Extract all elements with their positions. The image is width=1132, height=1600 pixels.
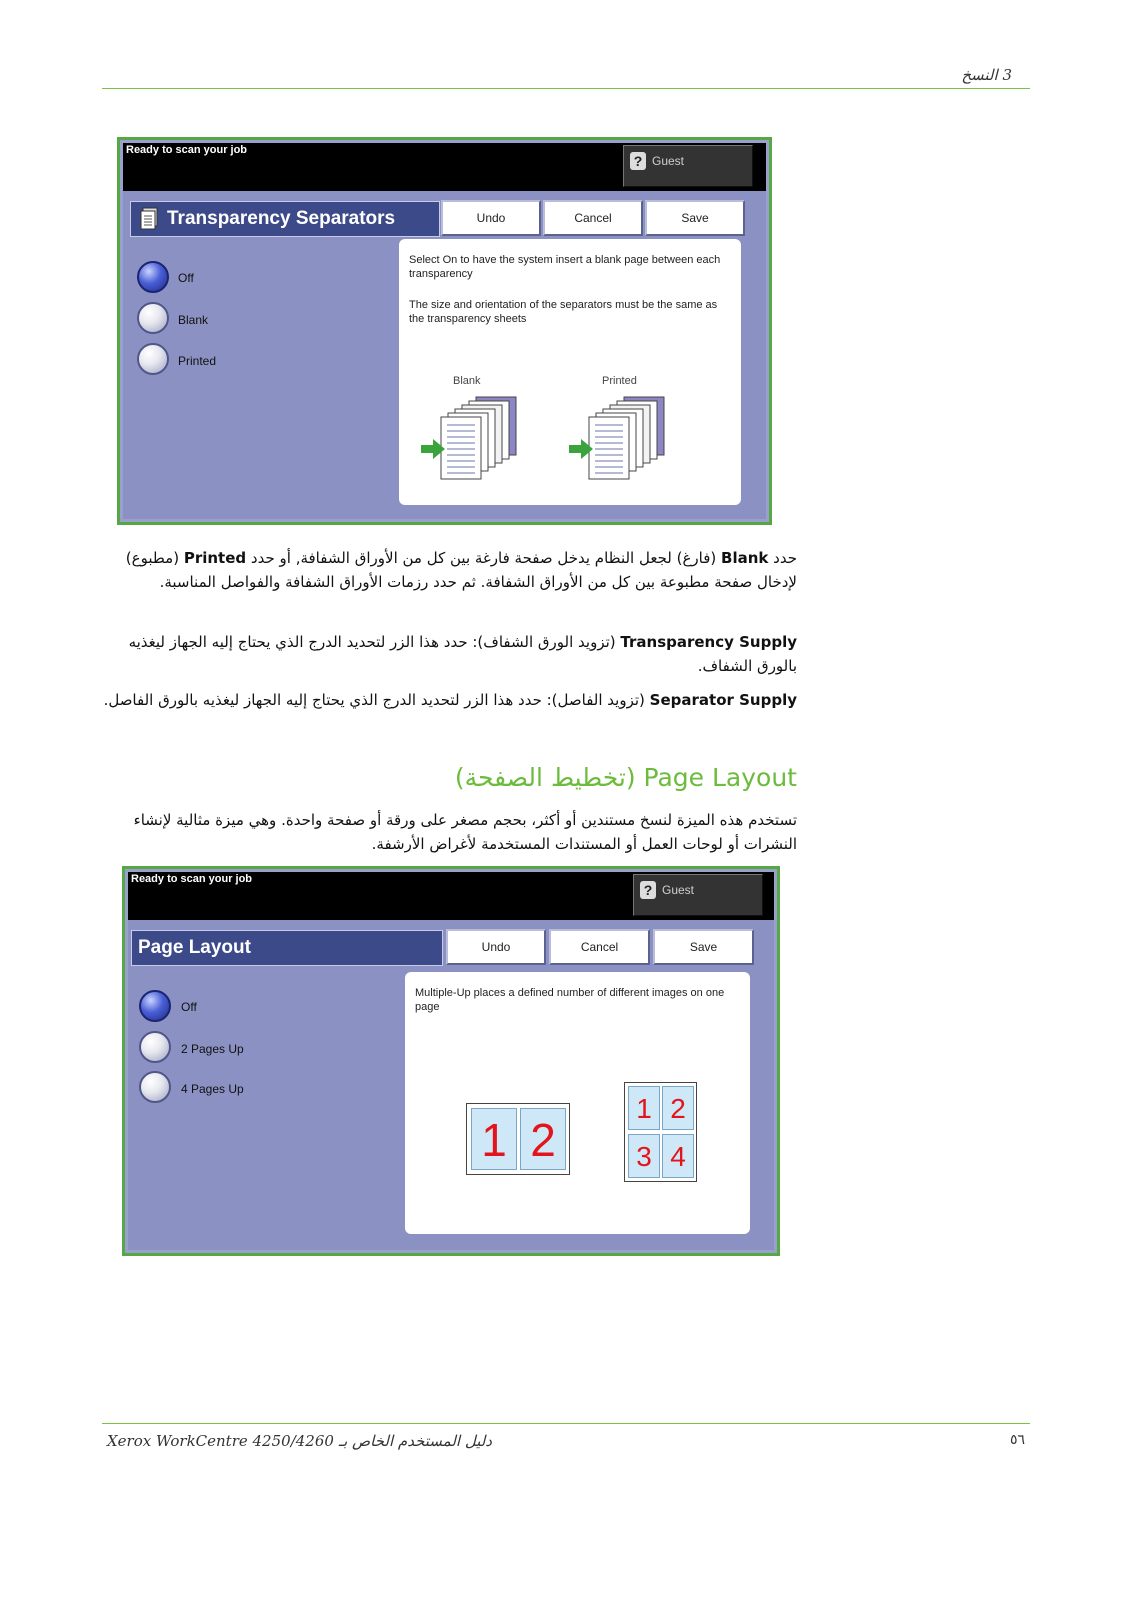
term-separator-supply: Separator Supply: [649, 691, 797, 709]
status-text: Ready to scan your job: [131, 873, 253, 885]
blank-illustration-label: Blank: [453, 375, 481, 387]
heading-arabic: (تخطيط الصفحة): [454, 763, 636, 792]
separator-supply-paragraph: [97, 688, 797, 712]
help-text-2: The size and orientation of the separators must be the same as the transparency sheets: [409, 299, 718, 325]
printed-separator-illustration: [569, 389, 669, 494]
printed-radio[interactable]: [137, 343, 169, 375]
text: حدد: [773, 549, 797, 567]
status-bar: [123, 143, 766, 191]
off-label: Off: [178, 271, 194, 285]
guest-button[interactable]: [633, 874, 763, 916]
chapter-header: 3 النسخ: [961, 66, 1012, 84]
header-rule: [102, 88, 1030, 89]
text: (تزويد الورق الشفاف): حدد هذا الزر لتحديد الدرج الذي يحتاج إليه الجهاز ليغذيه بالورق الشفاف.: [128, 633, 797, 675]
help-text-1: Select On to have the system insert a blank page between each transparency: [409, 254, 721, 280]
page-number: ٥٦: [1010, 1432, 1026, 1448]
screen-title-bar: [130, 201, 440, 237]
blank-label: Blank: [178, 313, 209, 327]
help-icon: ?: [630, 152, 646, 170]
help-text-1: Multiple-Up places a defined number of different images on one page: [415, 987, 725, 1013]
help-icon: ?: [640, 881, 656, 899]
page-title: Transparency Separators: [167, 208, 396, 229]
blank-radio[interactable]: [137, 302, 169, 334]
footer-rule: [102, 1423, 1030, 1424]
undo-button[interactable]: Undo: [441, 200, 541, 236]
text: (فارغ) لجعل النظام يدخل صفحة فارغة بين كل من الأوراق الشفافة, أو حدد: [250, 549, 717, 567]
blank-separator-illustration: [421, 389, 521, 494]
two-pages-up-radio[interactable]: [139, 1031, 171, 1063]
off-radio[interactable]: [137, 261, 169, 293]
two-up-cell: 2: [520, 1108, 566, 1170]
printed-label: Printed: [178, 354, 217, 368]
screen-title-bar: [131, 930, 443, 966]
page-layout-paragraph: تستخدم هذه الميزة لنسخ مستندين أو أكثر، بحجم مصغر على ورقة أو صفحة واحدة. وهي ميزة مثالية لإنشاء النشرات أو لوحات العمل أو المستندات المستخدمة لأغراض الأرشفة.: [133, 811, 797, 853]
four-up-cell: 4: [662, 1134, 694, 1178]
four-pages-up-label: 4 Pages Up: [181, 1082, 244, 1096]
term-printed: Printed: [183, 549, 247, 567]
four-up-cell: 2: [662, 1086, 694, 1130]
cancel-button[interactable]: Cancel: [549, 929, 650, 965]
section-heading: [97, 763, 797, 792]
four-up-cell: 3: [628, 1134, 660, 1178]
transparency-supply-paragraph: [97, 630, 797, 678]
guest-button[interactable]: [623, 145, 753, 187]
undo-button[interactable]: Undo: [446, 929, 546, 965]
printed-illustration-label: Printed: [602, 375, 637, 387]
two-pages-up-label: 2 Pages Up: [181, 1042, 244, 1056]
term-blank: Blank: [721, 549, 769, 567]
transparency-separators-screen: [117, 137, 772, 525]
page-title: Page Layout: [138, 937, 251, 958]
help-panel: [405, 972, 750, 1234]
save-button[interactable]: Save: [653, 929, 754, 965]
text: (تزويد الفاصل): حدد هذا الزر لتحديد الدرج الذي يحتاج إليه الجهاز ليغذيه بالورق الفاصل.: [103, 691, 645, 709]
term-transparency-supply: Transparency Supply: [620, 633, 797, 651]
off-label: Off: [181, 1000, 197, 1014]
help-panel: [399, 239, 741, 505]
heading-english: Page Layout: [643, 763, 797, 792]
guest-label: Guest: [662, 883, 695, 897]
status-text: Ready to scan your job: [126, 144, 248, 156]
status-bar: [128, 872, 774, 920]
off-radio[interactable]: [139, 990, 171, 1022]
four-pages-up-radio[interactable]: [139, 1071, 171, 1103]
two-up-illustration: [466, 1103, 570, 1175]
document-icon: [139, 207, 159, 231]
page-layout-screen: [122, 866, 780, 1256]
guest-label: Guest: [652, 154, 685, 168]
two-up-cell: 1: [471, 1108, 517, 1170]
blank-printed-paragraph: [97, 546, 797, 594]
cancel-button[interactable]: Cancel: [543, 200, 643, 236]
text: (مطبوع) لإدخال صفحة مطبوعة بين كل من الأوراق الشفافة. ثم حدد رزمات الأوراق الشفافة والفواصل المناسبة.: [125, 549, 797, 591]
four-up-cell: 1: [628, 1086, 660, 1130]
four-up-illustration: [624, 1082, 697, 1182]
footer-title: دليل المستخدم الخاص بـ Xerox WorkCentre 4250/4260: [106, 1432, 492, 1450]
save-button[interactable]: Save: [645, 200, 745, 236]
